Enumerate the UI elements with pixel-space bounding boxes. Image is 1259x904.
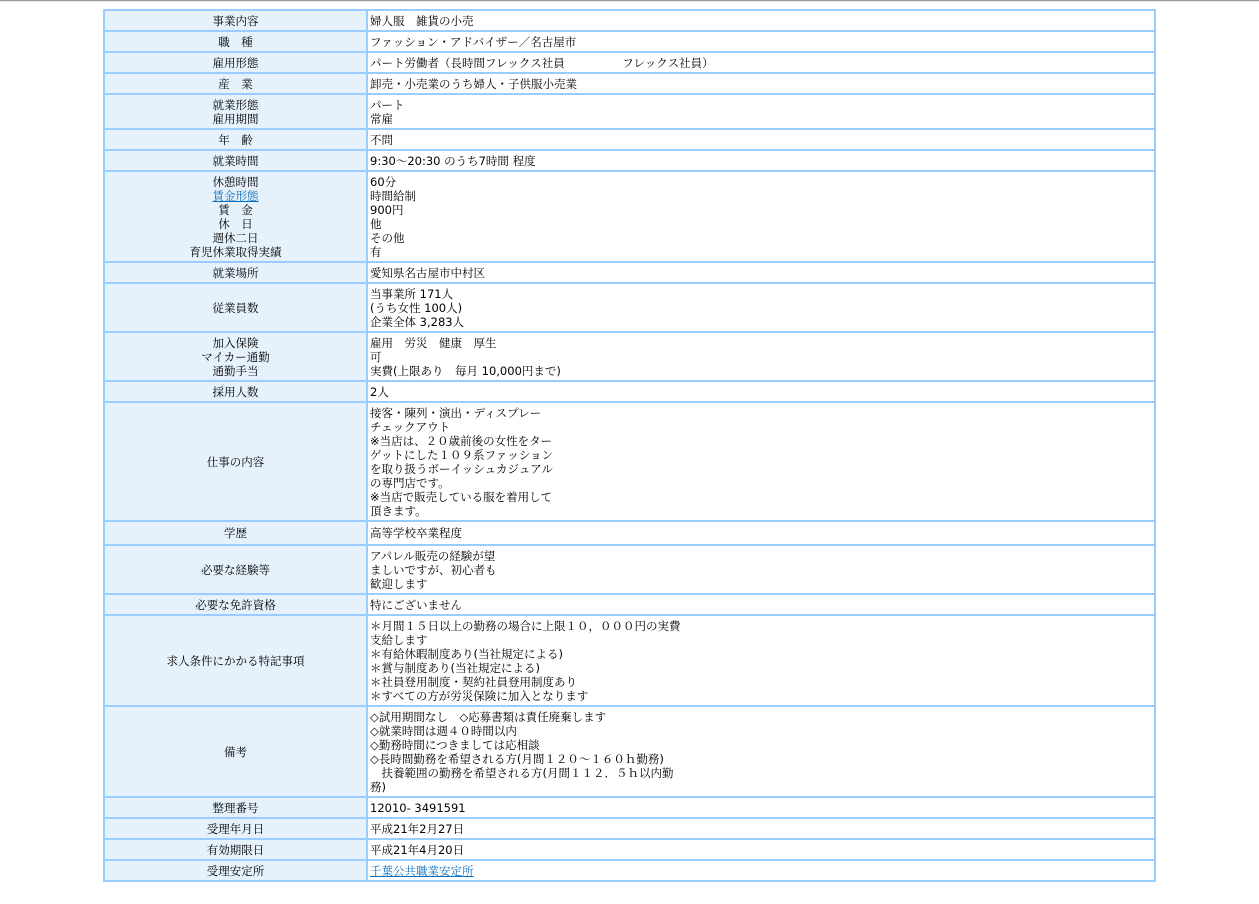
row-value-cell — [368, 861, 1154, 880]
row-label-cell — [105, 172, 366, 261]
row-value-cell — [368, 798, 1154, 817]
row-value: 扶養範囲の勤務を希望される方(月間１１２．５ｈ以内勤 — [370, 765, 674, 780]
wage-type-link[interactable]: 賃金形態 — [212, 188, 259, 203]
row-value: 実費(上限あり 毎月 10,000円まで) — [370, 363, 561, 378]
job-details-table — [103, 9, 1156, 882]
row-value: 雇用 労災 健康 厚生 — [370, 335, 497, 350]
table-row — [105, 382, 1154, 401]
row-value-cell — [368, 616, 1154, 705]
row-value: ゲットにした１０９系ファッション — [370, 447, 554, 462]
row-label: 受理安定所 — [206, 863, 265, 878]
table-row — [105, 840, 1154, 859]
table-row — [105, 819, 1154, 838]
row-value: ＊社員登用制度・契約社員登用制度あり — [370, 674, 577, 689]
row-label: 就業時間 — [212, 153, 259, 168]
row-label: 備考 — [224, 744, 247, 759]
row-value: ◇長時間勤務を希望される方(月間１２０～１６０ｈ勤務) — [370, 751, 664, 766]
row-value-cell — [368, 53, 1154, 72]
row-label: 就業場所 — [212, 265, 259, 280]
table-row — [105, 74, 1154, 93]
row-label: 必要な経験等 — [201, 562, 270, 577]
row-label: 加入保険 — [212, 335, 259, 350]
row-label-cell — [105, 130, 366, 149]
row-value-cell — [368, 546, 1154, 593]
row-label-cell — [105, 333, 366, 380]
row-label-cell — [105, 95, 366, 128]
row-value: 平成21年2月27日 — [370, 821, 465, 836]
row-label: 育児休業取得実績 — [189, 244, 282, 259]
row-value: 歓迎します — [370, 576, 428, 591]
table-row — [105, 263, 1154, 282]
row-value-cell — [368, 151, 1154, 170]
row-label: 仕事の内容 — [206, 454, 265, 469]
row-value-cell — [368, 284, 1154, 331]
row-value: ＊有給休暇制度あり(当社規定による) — [370, 646, 563, 661]
job-details-body — [105, 11, 1154, 880]
table-row — [105, 616, 1154, 705]
row-value: を取り扱うボーイッシュカジュアル — [370, 461, 553, 476]
row-value: ＊月間１５日以上の勤務の場合に上限１０，０００円の実費 — [370, 618, 681, 633]
row-label-cell — [105, 819, 366, 838]
table-row — [105, 53, 1154, 72]
row-value-cell — [368, 172, 1154, 261]
table-row — [105, 95, 1154, 128]
table-row — [105, 32, 1154, 51]
row-value: 時間給制 — [370, 188, 416, 203]
row-label-cell — [105, 522, 366, 544]
row-value: パート — [370, 97, 405, 112]
table-row — [105, 172, 1154, 261]
row-label-cell — [105, 284, 366, 331]
row-value: 卸売・小売業のうち婦人・子供服小売業 — [370, 76, 577, 91]
row-label-cell — [105, 11, 366, 30]
row-label: 休 日 — [218, 216, 253, 231]
row-value: 60分 — [370, 174, 397, 189]
table-row — [105, 522, 1154, 544]
row-label-cell — [105, 595, 366, 614]
row-label-cell — [105, 53, 366, 72]
row-value-cell — [368, 333, 1154, 380]
row-value-cell — [368, 403, 1154, 520]
row-value-cell — [368, 263, 1154, 282]
row-value: 2人 — [370, 384, 389, 399]
row-value: 頂きます。 — [370, 503, 427, 518]
row-label-cell — [105, 403, 366, 520]
table-row — [105, 798, 1154, 817]
row-value: 務) — [370, 779, 386, 794]
table-row — [105, 333, 1154, 380]
row-value: 婦人服 雑貨の小売 — [370, 13, 474, 28]
row-label-cell — [105, 546, 366, 593]
row-label-cell — [105, 616, 366, 705]
row-label: 整理番号 — [212, 800, 259, 815]
row-value: 支給します — [370, 632, 428, 647]
row-value: 不問 — [370, 132, 393, 147]
table-row — [105, 151, 1154, 170]
row-label-cell — [105, 32, 366, 51]
row-label: 有効期限日 — [206, 842, 265, 857]
row-label: マイカー通勤 — [201, 349, 270, 364]
row-value: 900円 — [370, 202, 404, 217]
row-value: 高等学校卒業程度 — [370, 526, 462, 540]
window-top-highlight — [0, 1, 1259, 2]
table-row — [105, 861, 1154, 880]
row-label-cell — [105, 74, 366, 93]
row-value: チェックアウト — [370, 419, 451, 434]
row-label: 休憩時間 — [212, 174, 259, 189]
row-value: ＊賞与制度あり(当社規定による) — [370, 660, 540, 675]
row-label-cell — [105, 798, 366, 817]
row-label: 就業形態 — [212, 97, 259, 112]
row-value-cell — [368, 840, 1154, 859]
row-value: 他 — [370, 216, 382, 231]
row-label-cell — [105, 840, 366, 859]
row-label: 職 種 — [218, 34, 253, 49]
row-label: 必要な免許資格 — [195, 597, 276, 612]
row-value: 9:30～20:30 のうち7時間 程度 — [370, 153, 536, 168]
row-label: 従業員数 — [212, 300, 259, 315]
row-label: 受理年月日 — [206, 821, 265, 836]
row-label-cell — [105, 263, 366, 282]
row-label: 採用人数 — [212, 384, 259, 399]
row-value: 平成21年4月20日 — [370, 842, 465, 857]
row-value: ◇就業時間は週４０時間以内 — [370, 723, 517, 738]
table-row — [105, 130, 1154, 149]
row-value: ※当店は、２０歳前後の女性をター — [370, 433, 553, 448]
row-label: 産 業 — [218, 76, 253, 91]
row-value-cell — [368, 522, 1154, 544]
row-value: 特にございません — [370, 597, 462, 612]
table-row — [105, 595, 1154, 614]
table-row — [105, 546, 1154, 593]
row-value: パート労働者（長時間フレックス社員 フレックス社員） — [370, 55, 714, 70]
row-value: その他 — [370, 230, 405, 245]
row-value: 愛知県名古屋市中村区 — [370, 265, 485, 280]
row-value: 当事業所 171人 — [370, 286, 454, 301]
row-label-cell — [105, 151, 366, 170]
row-value: ※当店で販売している服を着用して — [370, 489, 553, 504]
row-value-cell — [368, 32, 1154, 51]
row-label: 賃 金 — [218, 202, 253, 217]
row-value-cell — [368, 95, 1154, 128]
row-label: 雇用期間 — [212, 111, 259, 126]
row-value-cell — [368, 382, 1154, 401]
row-label: 年 齢 — [218, 132, 253, 147]
row-value: ましいですが、初心者も — [370, 562, 497, 577]
row-value: 12010- 3491591 — [370, 800, 466, 815]
row-value-cell — [368, 11, 1154, 30]
row-label-cell — [105, 382, 366, 401]
row-value: (うち女性 100人) — [370, 300, 463, 315]
row-label-cell — [105, 861, 366, 880]
table-row — [105, 707, 1154, 796]
employment-office-link[interactable]: 千葉公共職業安定所 — [370, 863, 474, 878]
row-value: 接客・陳列・演出・ディスプレー — [370, 405, 542, 420]
row-label: 通勤手当 — [212, 363, 259, 378]
row-value: の専門店です。 — [370, 475, 450, 490]
row-value-cell — [368, 707, 1154, 796]
row-label-cell — [105, 707, 366, 796]
table-row — [105, 11, 1154, 30]
row-value: 企業全体 3,283人 — [370, 314, 465, 329]
row-value: ＊すべての方が労災保険に加入となります — [370, 688, 589, 703]
row-value-cell — [368, 819, 1154, 838]
table-row — [105, 284, 1154, 331]
row-value-cell — [368, 595, 1154, 614]
row-value: 可 — [370, 349, 382, 364]
row-label: 事業内容 — [212, 13, 259, 28]
row-value: 有 — [370, 244, 382, 259]
row-label: 学歴 — [224, 526, 247, 540]
row-value: ファッション・アドバイザー／名古屋市 — [370, 34, 577, 49]
row-value-cell — [368, 74, 1154, 93]
row-value: ◇試用期間なし ◇応募書類は責任廃棄します — [370, 709, 607, 724]
row-label: 雇用形態 — [212, 55, 259, 70]
table-row — [105, 403, 1154, 520]
row-value: アパレル販売の経験が望 — [370, 548, 496, 563]
row-value: 常雇 — [370, 111, 393, 126]
row-value: ◇勤務時間につきましては応相談 — [370, 737, 540, 752]
row-label: 求人条件にかかる特記事項 — [166, 653, 305, 668]
row-value-cell — [368, 130, 1154, 149]
row-label: 週休二日 — [212, 230, 259, 245]
